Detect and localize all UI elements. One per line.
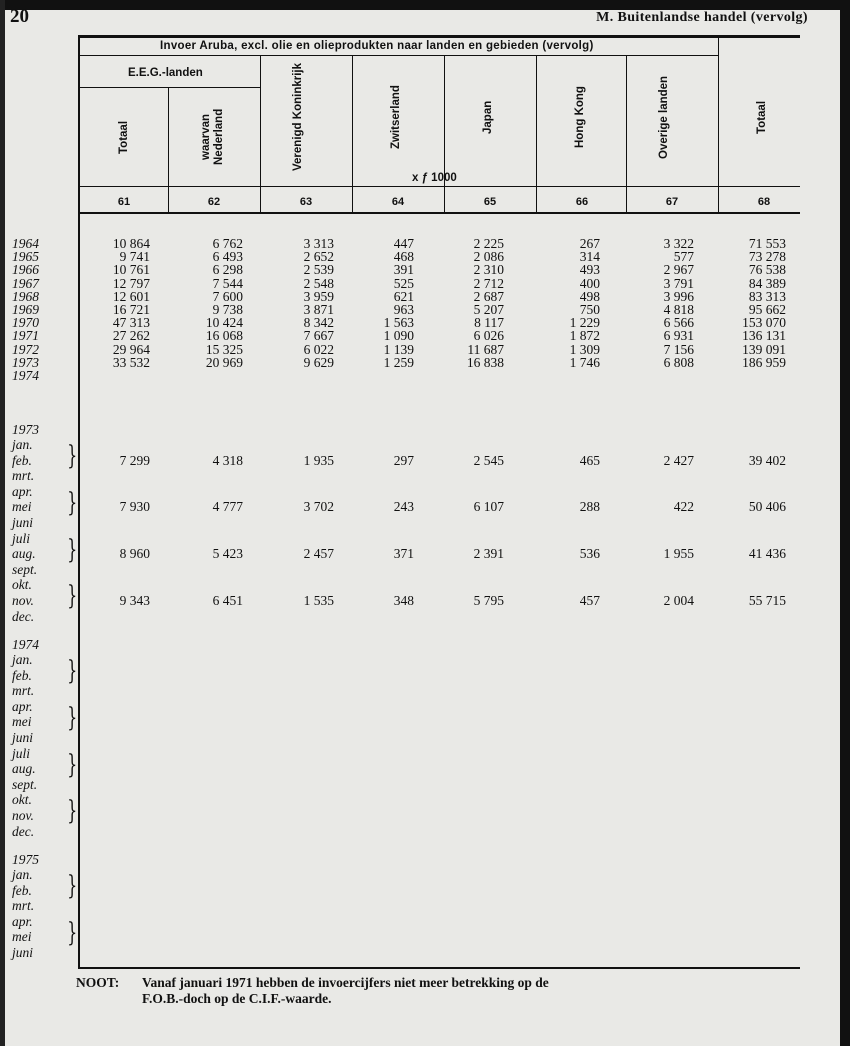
table-cell: 3 791 [663, 275, 694, 291]
row-label: 1966 [12, 262, 39, 278]
quarter-brace: } [67, 656, 78, 686]
table-cell: 20 969 [205, 354, 243, 370]
table-cell: 2 687 [473, 288, 504, 304]
table-cell: 422 [673, 499, 694, 515]
table-cell: 4 777 [212, 499, 243, 515]
unit-label: x ƒ 1000 [412, 172, 457, 184]
table-cell: 577 [673, 249, 694, 265]
quarter-brace: } [67, 749, 78, 780]
col-number: 65 [483, 196, 497, 208]
table-cell: 5 423 [212, 546, 243, 562]
table-cell: 12 601 [112, 288, 150, 304]
table-cell: 39 402 [748, 452, 786, 468]
table-cell: 8 342 [303, 315, 334, 331]
table-cell: 1 535 [303, 593, 334, 608]
table-cell: 6 298 [212, 262, 243, 278]
table-cell: 3 702 [303, 499, 334, 515]
col-header-japan: Japan [482, 100, 494, 134]
row-label: mei [12, 929, 32, 945]
table-cell: 1 229 [569, 315, 600, 331]
table-cell: 348 [393, 593, 414, 608]
table-cell: 47 313 [112, 315, 150, 331]
table-cell: 6 808 [663, 354, 694, 370]
row-label: jan. [12, 437, 33, 452]
row-label: 1970 [12, 315, 39, 331]
table-cell: 267 [579, 236, 600, 251]
table-cell: 498 [579, 288, 600, 304]
table-cell: 1 955 [663, 546, 694, 562]
row-label: 1969 [12, 302, 39, 317]
table-cell: 7 299 [119, 452, 150, 468]
table-cell: 8 117 [474, 315, 504, 331]
table-cell: 71 553 [748, 236, 786, 251]
running-head: M. Buitenlandse handel (vervolg) [596, 10, 808, 25]
table-cell: 16 838 [466, 354, 504, 370]
row-label: 1971 [12, 328, 39, 344]
table-cell: 371 [393, 546, 414, 562]
table-cell: 457 [579, 593, 600, 608]
row-label: 1965 [12, 249, 39, 265]
row-label: mrt. [12, 898, 35, 914]
col-number: 68 [757, 196, 771, 208]
table-cell: 186 959 [742, 354, 786, 370]
row-label: dec. [12, 823, 35, 839]
table-cell: 50 406 [748, 499, 786, 515]
row-label: juni [12, 730, 34, 745]
row-label: 1974 [12, 637, 39, 652]
table-cell: 288 [579, 499, 600, 515]
col-header-overige-landen: Overige landen [658, 75, 670, 159]
table-top-rule [80, 35, 800, 38]
table-cell: 16 721 [112, 302, 150, 317]
table-cell: 4 818 [663, 302, 694, 317]
table-cell: 12 797 [112, 275, 150, 291]
row-label: 1974 [12, 368, 39, 383]
table-cell: 9 741 [119, 249, 150, 265]
row-label: mei [12, 714, 32, 730]
col-number: 66 [575, 196, 589, 208]
col-number: 61 [117, 196, 131, 208]
table-cell: 493 [579, 262, 600, 278]
table-cell: 76 538 [748, 262, 786, 278]
table-cell: 7 600 [212, 288, 243, 304]
table-cell: 1 563 [383, 315, 414, 331]
table-cell: 2 539 [303, 262, 334, 278]
row-label: apr. [12, 483, 33, 499]
table-cell: 139 091 [742, 341, 786, 357]
row-label: okt. [12, 792, 32, 808]
table-cell: 6 451 [212, 593, 243, 608]
table-cell: 2 967 [663, 262, 694, 278]
col-header-totaal-eeg: Totaal [118, 120, 130, 154]
row-label: feb. [12, 452, 32, 468]
table-cell: 15 325 [205, 341, 243, 357]
table-cell: 11 687 [467, 341, 504, 357]
table-cell: 750 [579, 302, 600, 317]
row-label: apr. [12, 698, 33, 714]
table-cell: 10 761 [112, 262, 150, 278]
table-cell: 55 715 [748, 593, 786, 608]
table-cell: 27 262 [112, 328, 150, 344]
row-label: okt. [12, 577, 32, 593]
row-label: mei [12, 499, 32, 515]
table-cell: 2 391 [473, 546, 504, 562]
row-label: sept. [12, 561, 38, 577]
table-cell: 3 313 [303, 236, 334, 251]
table-cell: 963 [393, 302, 414, 317]
table-cell: 621 [393, 288, 414, 304]
table-cell: 9 629 [303, 354, 334, 370]
table-cell: 29 964 [112, 341, 150, 357]
table-cell: 525 [393, 275, 414, 291]
row-label: 1973 [12, 354, 39, 370]
footnote-label: NOOT: [76, 975, 120, 990]
table-cell: 2 427 [663, 452, 694, 468]
row-label: 1964 [12, 236, 39, 251]
table-cell: 10 424 [205, 315, 243, 331]
table-cell: 6 107 [473, 499, 504, 515]
row-label: aug. [12, 546, 36, 562]
table-cell: 447 [393, 236, 414, 251]
table-cell: 7 667 [303, 328, 334, 344]
table-cell: 1 090 [383, 328, 414, 344]
row-label: jan. [12, 652, 33, 667]
table-cell: 1 139 [383, 341, 414, 357]
table-cell: 1 259 [383, 354, 414, 370]
row-label: nov. [12, 593, 34, 608]
row-label: mrt. [12, 683, 35, 699]
table-cell: 2 457 [303, 546, 334, 562]
table-cell: 1 872 [569, 328, 600, 344]
table-cell: 536 [579, 546, 600, 562]
table-cell: 95 662 [748, 302, 786, 317]
table-cell: 2 004 [663, 593, 694, 608]
row-label: 1975 [12, 852, 39, 867]
quarter-brace: } [67, 581, 78, 612]
row-label: 1968 [12, 288, 39, 304]
col-number: 63 [299, 196, 313, 208]
quarter-brace: } [67, 702, 78, 733]
table-cell: 2 712 [473, 275, 504, 291]
row-label: 1973 [12, 422, 39, 437]
table-cell: 6 026 [473, 328, 504, 344]
row-label: 1967 [12, 275, 39, 291]
col-number: 67 [665, 196, 679, 208]
table-cell: 136 131 [742, 328, 786, 344]
row-label: mrt. [12, 468, 35, 484]
table-cell: 2 310 [473, 262, 504, 278]
footnote-line-1: Vanaf januari 1971 hebben de invoercijfers niet meer betrekking op de [142, 975, 549, 990]
table-cell: 83 313 [748, 288, 786, 304]
table-cell: 7 930 [119, 499, 150, 515]
table-cell: 73 278 [748, 249, 786, 265]
quarter-brace: } [67, 487, 78, 518]
table-cell: 7 544 [212, 275, 243, 291]
table-bottom-rule [80, 967, 800, 969]
table-cell: 3 871 [303, 302, 334, 317]
table-cell: 5 795 [473, 593, 504, 608]
table-cell: 16 068 [205, 328, 243, 344]
table-cell: 2 225 [473, 236, 504, 251]
row-label: feb. [12, 882, 32, 898]
table-cell: 5 207 [473, 302, 504, 317]
row-label: jan. [12, 867, 33, 882]
table-cell: 6 022 [303, 341, 334, 357]
row-label: dec. [12, 608, 35, 624]
table-cell: 1 935 [303, 452, 334, 468]
table-cell: 6 762 [212, 236, 243, 251]
page-number: 20 [10, 6, 29, 27]
table-cell: 297 [393, 452, 414, 468]
table-cell: 8 960 [119, 546, 150, 562]
table-title: Invoer Aruba, excl. olie en olieprodukten naar landen en gebieden (vervolg) [160, 40, 594, 52]
table-cell: 84 389 [748, 275, 786, 291]
quarter-brace: } [67, 534, 78, 565]
group-header-eeg: E.E.G.-landen [128, 67, 203, 79]
table-cell: 468 [393, 249, 414, 265]
quarter-brace: } [67, 441, 78, 471]
footnote-line-2: F.O.B.-doch op de C.I.F.-waarde. [142, 991, 332, 1006]
table-cell: 3 996 [663, 288, 694, 304]
table-cell: 7 156 [663, 341, 694, 357]
table-cell: 2 652 [303, 249, 334, 265]
row-label: juli [12, 530, 31, 546]
row-label: aug. [12, 761, 36, 777]
quarter-brace: } [67, 917, 78, 948]
table-cell: 10 864 [112, 236, 150, 251]
col-header-zwitserland: Zwitserland [390, 85, 402, 149]
title-rule [80, 55, 718, 56]
quarter-brace: } [67, 796, 78, 827]
table-cell: 465 [579, 452, 600, 468]
footnote [76, 975, 549, 1007]
col-header-hong-kong: Hong Kong [574, 86, 586, 148]
table-cell: 4 318 [212, 452, 243, 468]
row-label: nov. [12, 808, 34, 823]
row-label: 1972 [12, 341, 39, 357]
row-label: apr. [12, 913, 33, 929]
table-cell: 2 086 [473, 249, 504, 265]
row-label: juni [12, 945, 34, 960]
row-label: juli [12, 745, 31, 761]
row-label: feb. [12, 667, 32, 683]
col-header-verenigd-koninkrijk: Verenigd Koninkrijk [292, 63, 304, 171]
table-cell: 314 [579, 249, 600, 265]
table-cell: 243 [393, 499, 414, 515]
col-number: 62 [207, 196, 221, 208]
table-cell: 9 738 [212, 302, 243, 317]
row-label: sept. [12, 776, 38, 792]
table-cell: 1 746 [569, 354, 600, 370]
table-cell: 3 959 [303, 288, 334, 304]
table-cell: 2 548 [303, 275, 334, 291]
table-cell: 9 343 [119, 593, 150, 608]
row-label: juni [12, 515, 34, 530]
unit-rule [80, 186, 800, 187]
table-cell: 1 309 [569, 341, 600, 357]
table-cell: 6 931 [663, 328, 694, 344]
table-cell: 400 [579, 275, 600, 291]
quarter-brace: } [67, 871, 78, 901]
table-cell: 41 436 [748, 546, 786, 562]
table-cell: 3 322 [663, 236, 694, 251]
table-cell: 2 545 [473, 452, 504, 468]
table-cell: 153 070 [742, 315, 786, 331]
header-bottom-rule [80, 212, 800, 214]
group-rule [80, 87, 260, 88]
table-cell: 6 566 [663, 315, 694, 331]
table-cell: 33 532 [112, 354, 150, 370]
table-cell: 6 493 [212, 249, 243, 265]
col-header-totaal: Totaal [756, 100, 768, 134]
col-header-nederland: waarvan Nederland [200, 108, 225, 166]
table-cell: 391 [393, 262, 414, 278]
col-number: 64 [391, 196, 405, 208]
